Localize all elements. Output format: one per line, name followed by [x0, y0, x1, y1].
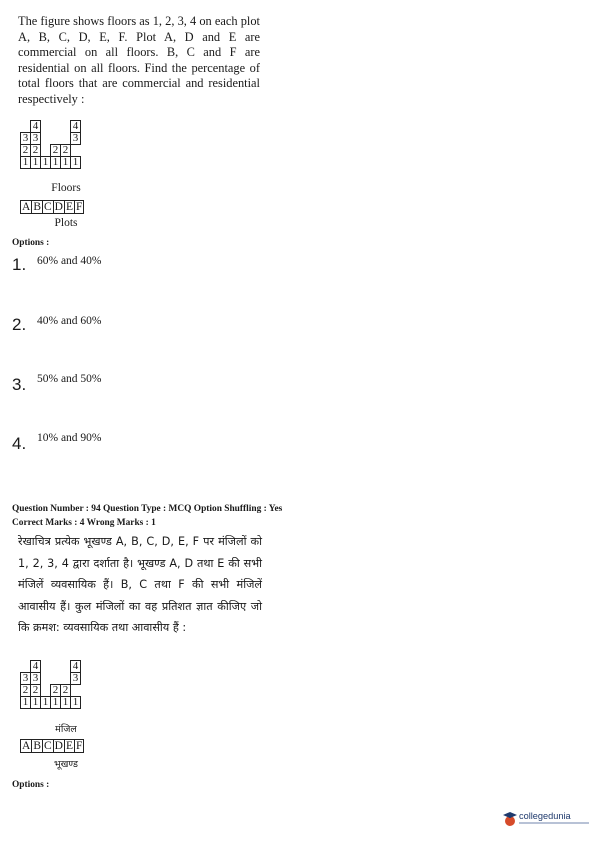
- question-text-hindi: रेखाचित्र प्रत्येक भूखण्ड A, B, C, D, E, F पर मंजिलों को 1, 2, 3, 4 द्वारा दर्शाता है। भूखण्ड A, D तथा E की सभी मंजिलें व्यवसायिक हैं। B, C तथा F की सभी मंजिलें आवासीय हैं। कुल मंजिलों का वह प्रतिशत ज्ञात कीजिए जो कि क्रमश: व्यवसायिक तथा आवासीय हैं :: [18, 535, 262, 635]
- floor-cell: 1: [61, 157, 71, 169]
- plot-cell: D: [54, 740, 63, 752]
- floor-cell: 3: [31, 673, 41, 685]
- floor-row-1: [21, 697, 81, 709]
- floor-cell: 2: [61, 685, 71, 697]
- logo-text: collegedunia: [519, 811, 571, 821]
- floor-cell: 1: [41, 697, 51, 709]
- floor-cell: 4: [71, 661, 81, 673]
- collegedunia-logo: [503, 808, 595, 832]
- option-number: 1.: [12, 255, 27, 274]
- option-number: 4.: [12, 434, 27, 453]
- floor-cell: 2: [21, 685, 31, 697]
- floor-cell: 1: [51, 697, 61, 709]
- floor-cell: 4: [31, 661, 41, 673]
- plot-cell: E: [65, 201, 73, 213]
- floor-row-4: [21, 121, 81, 133]
- floor-cell: 3: [31, 133, 41, 145]
- plot-cell: C: [43, 740, 52, 752]
- floor-row-2: [21, 685, 81, 697]
- plot-cell: F: [76, 740, 83, 752]
- floor-cell: 1: [41, 157, 51, 169]
- floor-cell: 1: [51, 157, 61, 169]
- plots-row-hindi: [20, 739, 84, 753]
- plot-cell: F: [76, 201, 83, 213]
- floor-row-3: [21, 133, 81, 145]
- floor-cell: 1: [31, 157, 41, 169]
- option-text[interactable]: 60% and 40%: [37, 255, 102, 267]
- floor-cell: 3: [21, 133, 31, 145]
- floor-row-4: [21, 661, 81, 673]
- plot-cell: A: [22, 201, 31, 213]
- floor-row-2: [21, 145, 81, 157]
- floor-cell: 3: [71, 133, 81, 145]
- question-text: The figure shows floors as 1, 2, 3, 4 on each plot A, B, C, D, E, F. Plot A, D and E are commercial on all floors. B, C and F are residential on all floors. Find the percentage of total floors that are commercial and residential respectively :: [18, 14, 260, 106]
- floor-cell: 2: [31, 685, 41, 697]
- floors-grid: [20, 120, 81, 169]
- floor-cell: 2: [61, 145, 71, 157]
- plot-cell: B: [33, 740, 41, 752]
- floor-cell: 1: [71, 157, 81, 169]
- floor-cell: 3: [21, 673, 31, 685]
- options-label-hindi: Options :: [12, 780, 50, 790]
- floor-row-3: [21, 673, 81, 685]
- floor-cell: 4: [71, 121, 81, 133]
- floors-caption: Floors: [51, 182, 81, 194]
- options-label: Options :: [12, 238, 50, 248]
- floor-cell: 2: [21, 145, 31, 157]
- floor-cell: 3: [71, 673, 81, 685]
- floor-cell: 1: [61, 697, 71, 709]
- graduate-cap-icon: [503, 810, 517, 828]
- plots-row: [20, 200, 84, 214]
- floor-cell: 2: [31, 145, 41, 157]
- plots-caption: Plots: [54, 217, 78, 229]
- plot-cell: A: [22, 740, 31, 752]
- option-text[interactable]: 10% and 90%: [37, 432, 102, 444]
- question-marks: Correct Marks : 4 Wrong Marks : 1: [12, 518, 156, 528]
- floors-grid-hindi: [20, 660, 81, 709]
- floor-cell: 4: [31, 121, 41, 133]
- plot-cell: D: [54, 201, 63, 213]
- option-text[interactable]: 40% and 60%: [37, 315, 102, 327]
- floor-cell: 2: [51, 145, 61, 157]
- floor-row-1: [21, 157, 81, 169]
- option-number: 3.: [12, 375, 27, 394]
- plot-cell: E: [65, 740, 73, 752]
- plot-cell: B: [33, 201, 41, 213]
- floor-cell: 2: [51, 685, 61, 697]
- floor-cell: 1: [31, 697, 41, 709]
- option-text[interactable]: 50% and 50%: [37, 373, 102, 385]
- floor-cell: 1: [21, 697, 31, 709]
- logo-tagline-bar: [519, 822, 589, 824]
- floor-cell: 1: [21, 157, 31, 169]
- floors-caption-hindi: मंजिल: [55, 724, 77, 735]
- option-number: 2.: [12, 315, 27, 334]
- plot-cell: C: [43, 201, 52, 213]
- plots-caption-hindi: भूखण्ड: [53, 759, 79, 770]
- question-meta: Question Number : 94 Question Type : MCQ Option Shuffling : Yes: [12, 504, 283, 514]
- floor-cell: 1: [71, 697, 81, 709]
